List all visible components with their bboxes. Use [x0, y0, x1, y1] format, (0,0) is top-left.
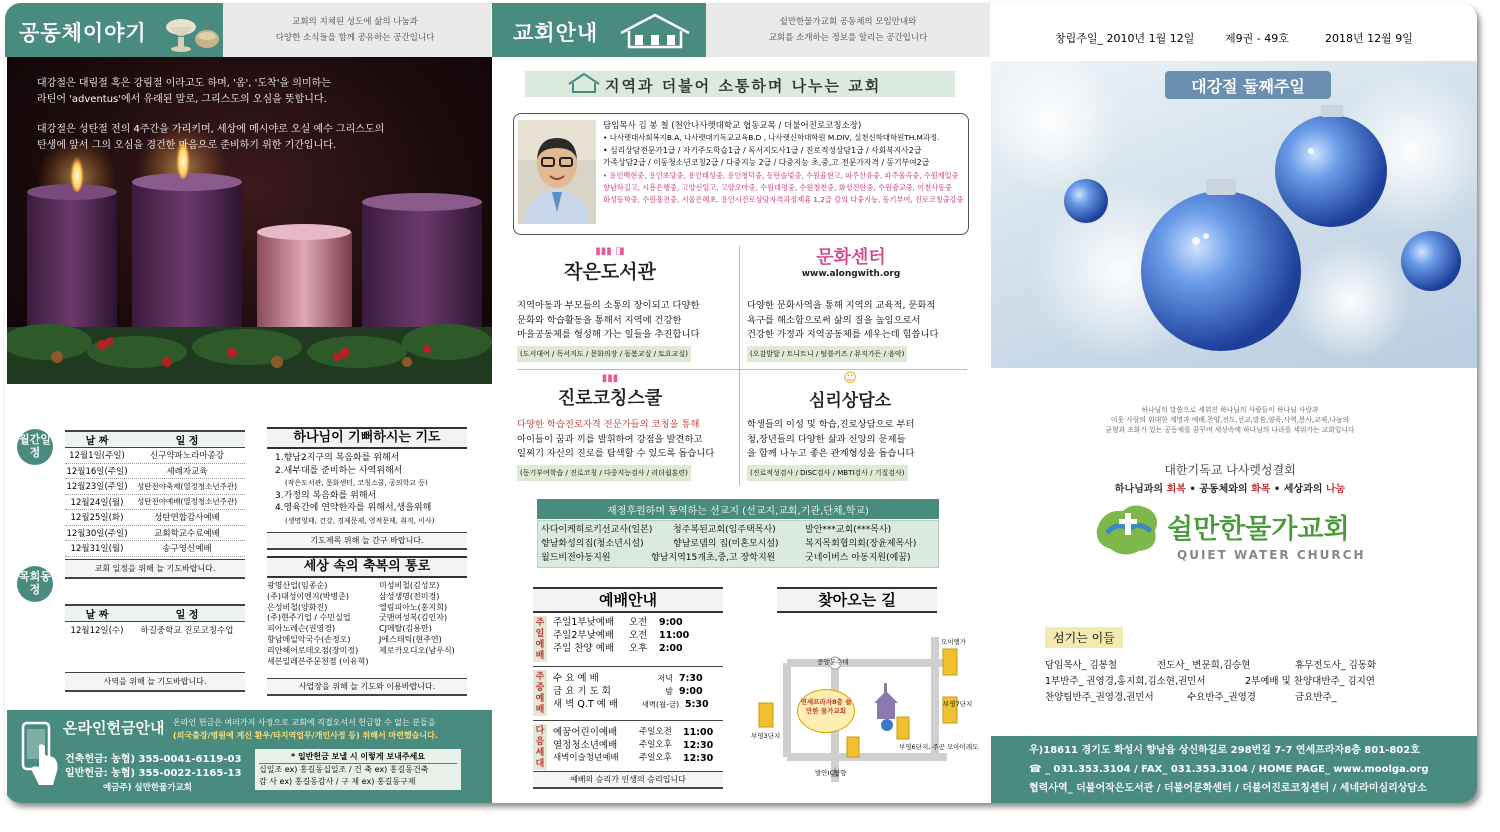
servants-list	[1045, 658, 1465, 706]
map-label-buyoung6: 부영6단지, 주공 모아미래도	[899, 743, 979, 751]
monthly-table	[65, 430, 245, 579]
table-row: 12월30일(주일) 교회학교수료예배	[65, 526, 245, 542]
counsel-text: 학생들의 이성 및 학습,진로상담으로 부터 청,장년들의 다양한 삶과 신앙의 문제들 을 함께 나누고 좋은 관계형성을 돕습니다 (진로적성검사 / DISC검사 / MBTI검사 / 기질검사)	[747, 418, 967, 481]
blessing-left: 광명산업(임종순) (주)대성이엔지(박병준) 은성비철(양화진) (주)현주기업 / 수민실업 피아노레슨(권영경) 향남메일악국수(손정오) 리안헤어로데오점(장미정) 세븐일레븐주문천점 (이유혁)	[267, 581, 369, 666]
blessing-right: 미성비철(김성모) 삼성생명(전미경) 엘림피아노(홍지희) 굿맨여성복(김인자) CJ메탈(김용만) J에스테틱(현주연) 제로카오디오(남우식)	[379, 581, 455, 655]
blessing-title: 세상 속의 축복의 통로	[267, 556, 467, 578]
mission-list	[541, 523, 937, 565]
community-desc: 교회의 지체된 성도에 삶의 나눔과 다양한 소식들을 함께 공유하는 공간입니다	[275, 17, 435, 43]
worship-group: 예꿈어린이예배 주일오전 11:00 열정청소년예배 주일오후 12:30 새벽이슬청년예배 주일오후 12:30	[553, 727, 714, 764]
library-logo: ▮▮▮ ◨ 작은도서관	[545, 246, 675, 284]
monthly-header: 날 짜 일 정	[65, 430, 245, 448]
divider	[533, 720, 723, 721]
table-row: 12월16일(주일) 세례자교육	[65, 464, 245, 480]
cups-icon	[163, 9, 221, 55]
house-icon	[567, 72, 601, 94]
church-info-desc: 쉴만한물가교회 공동체의 모임안내와 교회를 소개하는 정보를 알리는 공간입니다	[768, 17, 928, 43]
quad-divider-v	[739, 246, 740, 486]
blessing-note: 사업장을 위해 늘 기도와 이용바랍니다.	[267, 678, 467, 696]
denomination: 대한기독교 나사렛성결회	[1164, 463, 1296, 477]
pastoral-label: 목회동정	[17, 566, 53, 602]
quad-divider-h	[517, 369, 967, 370]
mission-row: 월드비전아동지원 향남지역15개초,중,고 장학지원 굿네이버스 아동지원(예꿈)	[541, 553, 911, 563]
mission-title: 재정후원하며 동역하는 선교지 (선교지,교회,기관,단체,학교)	[607, 506, 869, 517]
library-logo-mark: ▮▮▮ ◨	[595, 246, 625, 257]
table-row: 12월12일(수) 하길중학교 진로코칭수업	[70, 625, 234, 636]
servants-row: 담임목사_ 김봉철 전도사_ 변문희,김승현 휴무전도사_ 김동화	[1045, 660, 1377, 671]
online-guide: * 일반헌금 보낼 시 이렇게 보내주세요 십일조 ex) 홍길동십일조 / 건 축 ex) 홍길동건축 감 사 ex) 홍길동감사 / 구 제 ex) 홍길동구제	[255, 749, 461, 790]
prayer-list: 1.향남2지구의 복음화를 위해서 2.새부대를 준비하는 사역위해서 (작은도서관, 문화센터, 코칭스쿨, 공의학교 등) 3.가정의 복음화를 위해서 4.영육간에 연약한자를 위해서,생을위해 (생명잉태, 건강, 경제문제, 영적문제, 취직, 이사)	[275, 453, 435, 525]
community-title: 공동체이야기	[19, 21, 147, 45]
week-title: 대강절 둘째주일	[1191, 77, 1305, 96]
pastor-photo	[518, 120, 596, 224]
worship-group: 주일1부낮예배 오전 9:00 주일2부낮예배 오전 11:00 주일 찬양 예배 오후 2:00	[553, 617, 690, 654]
divider	[533, 666, 723, 667]
servants-row: 1부반주_ 권영경,홍지희,김소현,권민서 2부예배 및 찬양대반주_ 김지연	[1045, 676, 1375, 687]
church-logo-icon	[1093, 499, 1163, 559]
pastor-info: 담임목사 김 봉 철 (천안나사렛대학교 협동교목 / 더불어진로코칭소장) • 나사렛대사회복지B.A, 나사렛대기독교교육B.D , 나사렛신학대학원 M.DIV, 실천신학대학원TH.M과정. • 심리상담전문가1급 / 자기주도학습1급 / 독서지도사1급 / 진로적성상담1급 / 사회복지사2급 가족상담2급 / 이동청소년코칭2급 / 다중지능 2급 / 다중지능 초,중,고 전문가자격 / 동기부여2급 • 용인백현중, 용인초당중, 용인태성중, 용인청덕중, 동탄솔빛중, 수원율현고, 파주산유중, 파주율곡중, 수원제일중 향남하길고, 시흥은행중, 고양신일고, 고양오마중, 수원대평중, 수원청천중, 화성진안중, 수원광교중, 이천사동중 화성동학중, 수원율전중, 서울은혜초, 용인시진로상담자격과정제휴 1,2급 강의 다중지능, 동기부여, 진로코칭출강중	[603, 121, 964, 205]
worship-group: 수 요 예 배 저녁 7:30 금 요 기 도 회 밤 9:00 새 벽 Q.T 예 배 새벽(월-금) 5:30	[553, 673, 709, 710]
issue-info: 창립주일_ 2010년 1월 12일 제9권 - 49호 2018년 12월 9일	[1055, 32, 1413, 45]
map-label-church: 연세프라자8층 쉴만한 물가교회	[797, 689, 855, 733]
worship-note: 예배의 승리가 인생의 승리입니다	[533, 771, 723, 789]
church-name: 쉴만한물가교회	[1167, 514, 1350, 545]
library-text: 지역아동과 부모들의 소통의 장이되고 다양한 문화와 학습활동을 통해서 지역에 건강한 마을공동체를 형성해 가는 일들을 추진합니다 (도서대여 / 독서지도 / 문화의장 / 돌봄교실 / 토요교실)	[517, 299, 735, 362]
phone-icon	[19, 721, 63, 791]
advent-text: 대강절은 대림절 혹은 강림절 이라고도 하며, '옴', '도착'을 의미하는 라틴어 'adventus'에서 유래된 말로, 그리스도의 오심을 뜻합니다. 대강절은 성탄절 전의 4주간을 가리키며, 세상에 메시야로 오실 예수 그리스도의 탄생에 앞서 그의 오심을 경건한 마음으로 준비하기 위한 기간입니다.	[37, 78, 385, 151]
pastoral-header: 날 짜 일 정	[65, 604, 245, 622]
blue-ornaments	[991, 61, 1477, 368]
coaching-text: 다양한 학습진로자격 전문가들의 코칭을 통해 아이들이 꿈과 끼를 발휘하여 강점을 발견하고 일찌기 자신의 진로를 탐색할 수 있도록 돕습니다 (동기부여학습 / 진로코칭 / 다중지능검사 / 리더쉽훈련)	[517, 418, 737, 481]
monthly-label: 월간일정	[17, 429, 53, 465]
online-title: 온라인헌금안내	[63, 719, 165, 737]
prayer-title: 하나님이 기뻐하시는 기도	[267, 427, 467, 449]
mission-row: 사다이케히로키선교사(일본) 청주복된교회(임주택목사) 발안***교회(***목사)	[541, 525, 892, 535]
table-row: 12월24일(월) 성탄전야예배(열정청소년주관)	[65, 495, 245, 511]
coaching-logo-mark: ▮▮▮	[601, 373, 619, 384]
servants-title: 섬기는 이들	[1045, 627, 1123, 648]
headline: 지역과 더불어 소통하며 나누는 교회	[605, 77, 882, 95]
counsel-logo: ☺ 심리상담소	[785, 371, 915, 411]
pastoral-table	[65, 604, 245, 692]
map-label-buyoung3: 부영3단지	[751, 732, 781, 740]
mission-row: 향남화성의집(청소년시설) 향남로뎀의 집(미혼모시설) 복지목회협의회(장윤제목사)	[541, 539, 917, 549]
table-row: 12월23일(주일) 성탄전야축제(열정청소년주관)	[65, 479, 245, 495]
pastoral-note: 사역을 위해 늘 기도바랍니다.	[65, 672, 245, 692]
table-row: 12월25일(화) 성탄연합감사예배	[65, 510, 245, 526]
culture-text: 다양한 문화사역을 통해 지역의 교육적, 문화적 욕구를 해소함으로써 삶의 질을 높임으로서 건강한 가정과 지역공동체를 세우는데 힘씁니다 (오감발달 / 트니트니 / 텀블키즈 / 뮤직가든 / 음악)	[747, 299, 967, 362]
counsel-logo-mark: ☺	[843, 371, 857, 386]
culture-logo: 문화센터 www.alongwith.org	[801, 247, 901, 279]
table-row: 12월1일(주일) 신구약파노라마종강	[65, 448, 245, 464]
map-label-ic: 발안IC방향	[815, 769, 847, 777]
map-label-buyoung7: 부영7단지	[943, 700, 973, 708]
map-label-moiel: 모이엘가	[941, 638, 967, 646]
worship-group-label: 다음세대	[533, 724, 547, 770]
ornament-photo	[991, 61, 1477, 368]
worship-group-label: 주중예배	[533, 670, 547, 716]
church-info-title: 교회안내	[513, 21, 599, 45]
table-row: 12월31일(월) 송구영신예배	[65, 541, 245, 557]
worship-group-label: 주일예배	[533, 616, 547, 662]
worship-title: 예배안내	[533, 587, 723, 613]
map-label-fountain: 중앙분수대	[817, 658, 849, 666]
blessing-list	[267, 581, 471, 667]
houses-icon	[617, 11, 693, 51]
bulletin-sheet	[5, 3, 1477, 803]
motto: 하나님과의 회복 • 공동체와의 화목 • 세상과의 나눔	[1114, 484, 1346, 495]
bank-accounts: 건축헌금: 농협) 355-0041-6119-03 일반헌금: 농협) 355-0022-1165-13 예금주) 실만한물가교회	[65, 754, 242, 793]
church-name-en: QUIET WATER CHURCH	[1177, 548, 1366, 562]
map-title: 찾아오는 길	[777, 587, 937, 613]
online-desc: 온라인 헌금은 여러가지 사정으로 교회에 직접오셔서 헌금할 수 없는 분들을 (외국출장/병원에 계신 환우/타지역업무/개인사정 등) 위해서 마련했습니다.	[173, 718, 438, 740]
contact-info: 우)18611 경기도 화성시 향남읍 상신하길로 298번길 7-7 연세프라자8층 801-802호 ☎ _ 031.353.3104 / FAX_ 031.353.3104 / HOME PAGE_ www.moolga.org 협력사역_ 더불어작은도서관 / 더불어문화센터 / 더불어진로코칭센터 / 세네라미심리상담소	[1029, 745, 1429, 794]
monthly-note: 교회 일정을 위해 늘 기도바랍니다.	[65, 559, 245, 579]
prayer-note: 기도제목 위해 늘 간구 바랍니다.	[267, 532, 467, 550]
church-icon	[874, 683, 898, 719]
servants-row: 찬양팀반주_권영경,권민서 수요반주_권영경 금요반주_	[1045, 692, 1337, 703]
church-vision: 하나님의 말씀으로 세워진 하나님의 사람들이 하나님 사랑과 이웃 사랑의 위대한 계명과 예배,찬양,전도,선교,말씀,양육,사역,봉사,교제,나눔의 균형과 조화가 있는 공동체를 꿈꾸며 세상속에 하나님의 나라를 세워가는 교회입니다	[1105, 406, 1355, 434]
coaching-logo: ▮▮▮ 진로코칭스쿨	[545, 373, 675, 410]
